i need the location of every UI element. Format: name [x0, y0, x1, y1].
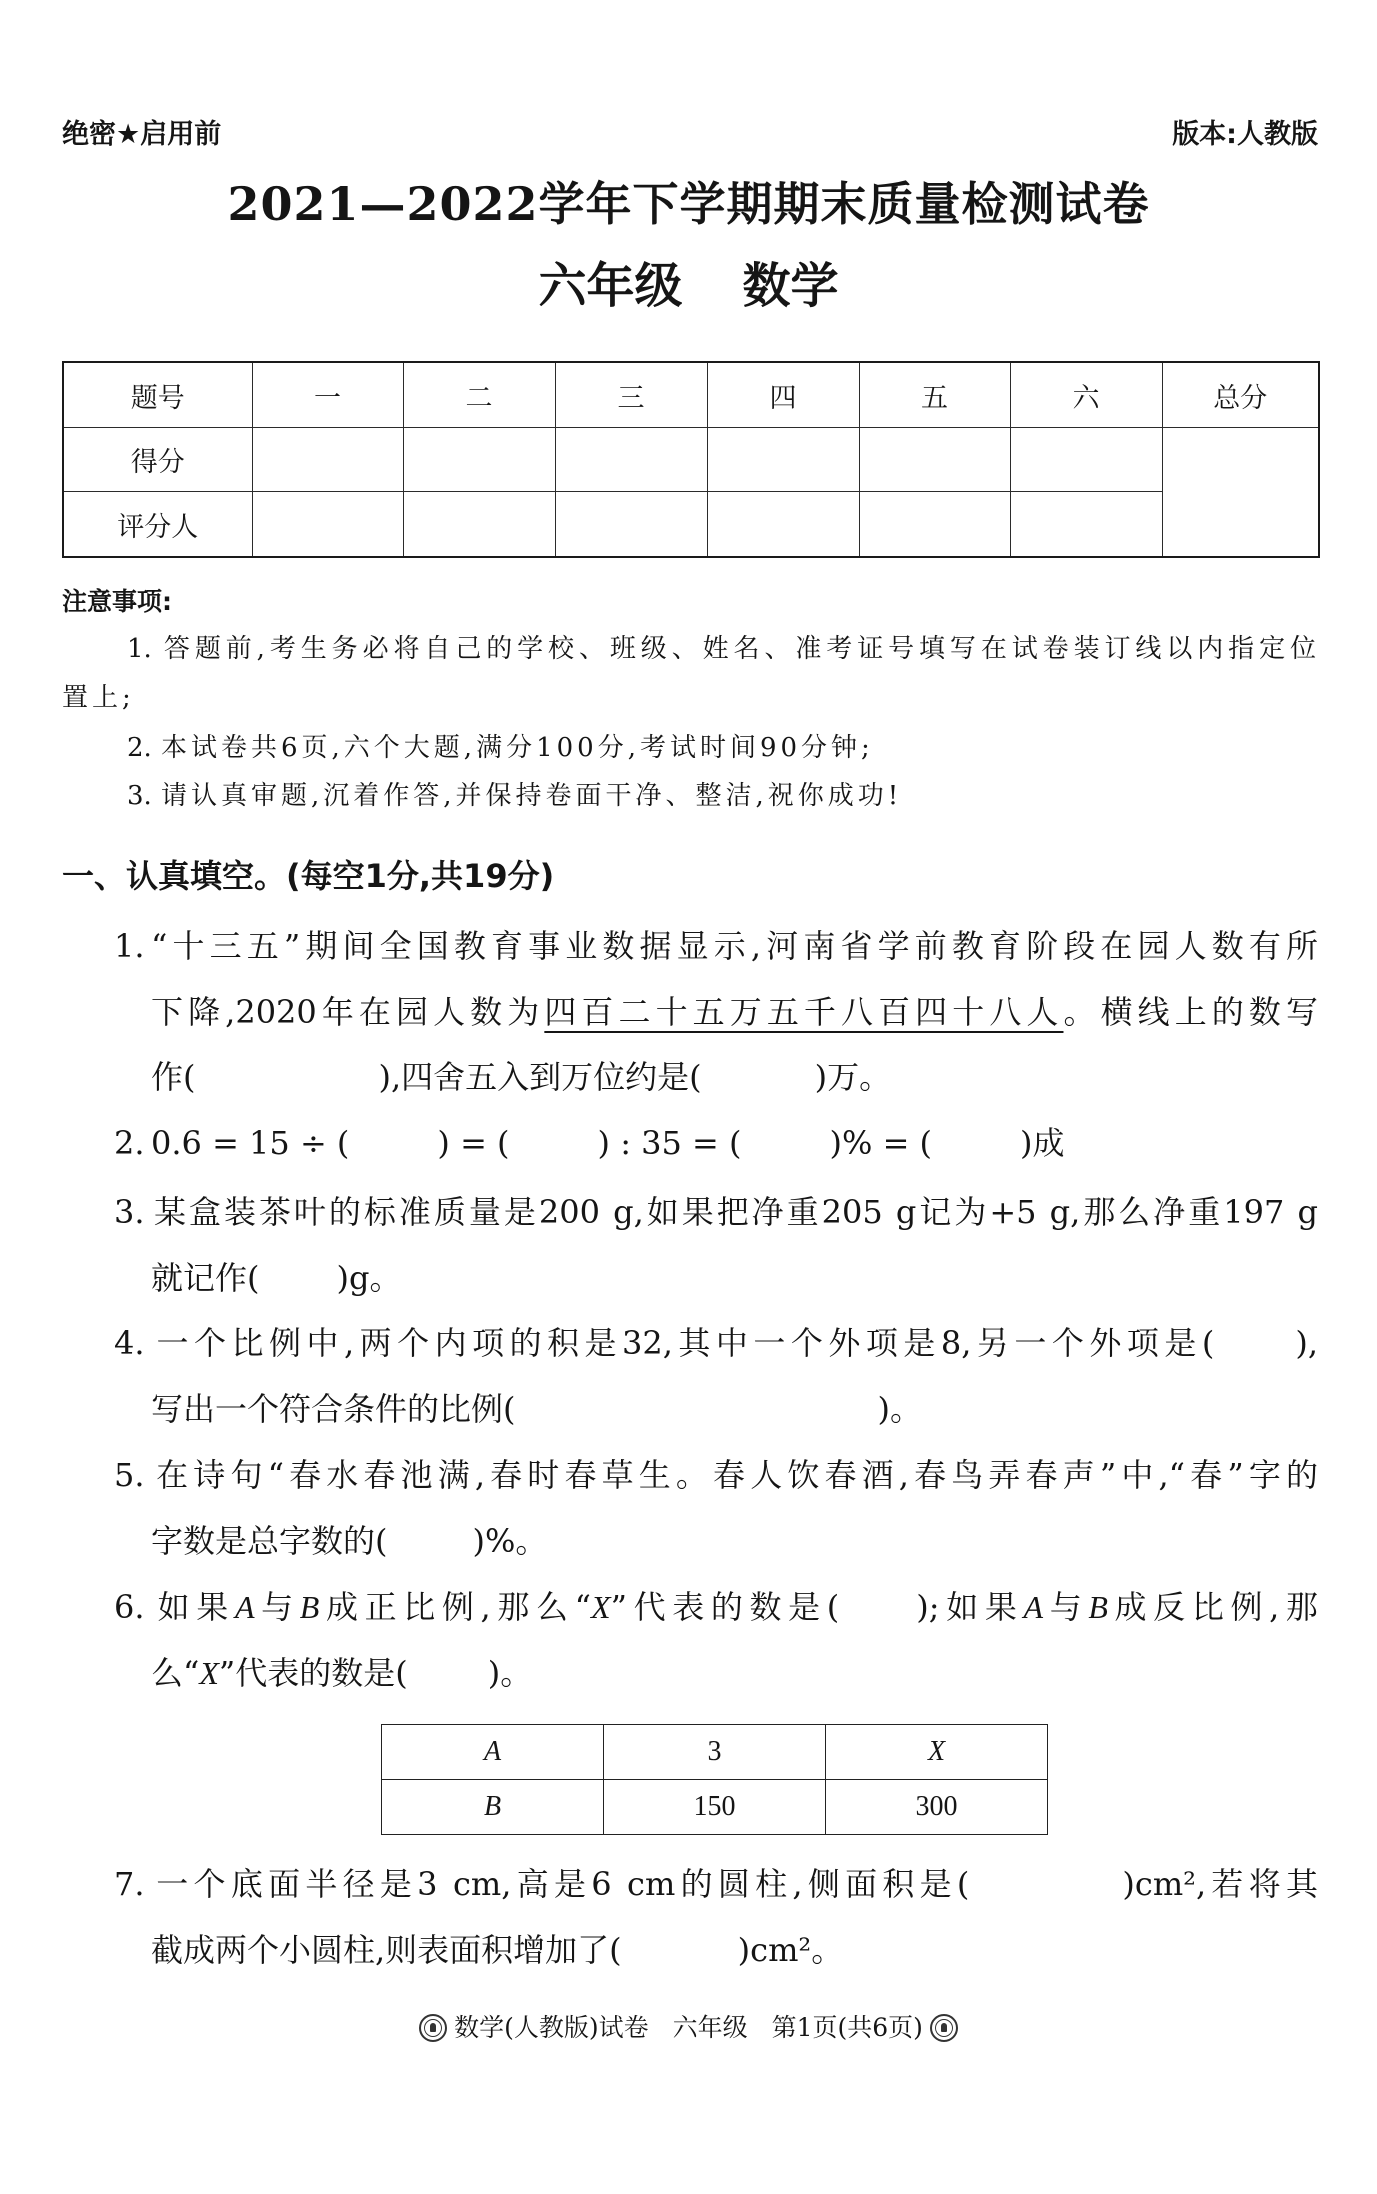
score-entry-cell: [859, 428, 1010, 492]
exam-subtitle: [0, 256, 1377, 316]
answer-blank: [349, 1153, 437, 1154]
score-table-header-cell: 四: [707, 362, 859, 428]
grader-entry-cell: [403, 492, 555, 558]
question-text: 0.6 = 15 ÷ (: [151, 1124, 350, 1162]
question-1-line-3: [151, 1055, 1318, 1099]
note-item-1-continued: [62, 680, 135, 716]
answer-blank: [516, 1419, 878, 1420]
question-text: 如果: [151, 1588, 235, 1626]
score-table-header-cell: 题号: [63, 362, 252, 428]
question-1-line-1: [114, 924, 1318, 968]
score-entry-cell: [555, 428, 707, 492]
answer-blank: [932, 1153, 1020, 1154]
question-text: ”代表的数是(: [218, 1654, 408, 1692]
question-text: 字数是总字数的(: [151, 1522, 388, 1560]
question-text: 就记作(: [151, 1259, 260, 1297]
subject-label: 数学: [742, 258, 839, 314]
answer-blank: [1214, 1353, 1295, 1354]
question-text: 么“: [151, 1654, 200, 1692]
variable-x: X: [199, 1655, 219, 1691]
question-text: 成反比例,那: [1107, 1588, 1318, 1626]
question-text: 截成两个小圆柱,则表面积增加了(: [151, 1931, 622, 1969]
score-table: [62, 361, 1320, 558]
grader-entry-cell: [859, 492, 1010, 558]
question-text: )万。: [814, 1058, 892, 1096]
note-text: 答题前,考生务必将自己的学校、班级、姓名、准考证号填写在试卷装订线以内指定位: [161, 634, 1318, 664]
grader-entry-cell: [252, 492, 403, 558]
proportion-table: [381, 1724, 1048, 1835]
variable-x: X: [591, 1589, 611, 1625]
question-5-line-2: [151, 1519, 1318, 1563]
question-text: 与: [1043, 1588, 1089, 1626]
proportion-table-cell: A: [382, 1725, 604, 1780]
question-text: ) : 35 = (: [597, 1124, 742, 1162]
question-number: 5.: [114, 1456, 145, 1494]
question-text: )。: [487, 1654, 533, 1692]
question-text: )% = (: [829, 1124, 933, 1162]
answer-blank: [622, 1960, 738, 1961]
answer-blank: [408, 1683, 488, 1684]
answer-blank: [196, 1087, 379, 1088]
score-table-header-cell: 一: [252, 362, 403, 428]
proportion-table-row: [382, 1780, 1048, 1835]
score-row-label: 评分人: [63, 492, 252, 558]
score-table-header-cell: 二: [403, 362, 555, 428]
question-text: );如果: [916, 1588, 1024, 1626]
question-number: 6.: [114, 1588, 145, 1626]
grader-entry-cell: [555, 492, 707, 558]
emblem-icon: [930, 2014, 958, 2042]
question-number: 3.: [114, 1193, 145, 1231]
question-text: 一个比例中,两个内项的积是32,其中一个外项是8,另一个外项是(: [151, 1324, 1215, 1362]
question-1-line-2: [151, 990, 1318, 1034]
note-text: 置上;: [62, 683, 135, 713]
score-table-header-cell: 五: [859, 362, 1010, 428]
question-5-line-1: [114, 1453, 1318, 1497]
answer-blank: [969, 1894, 1122, 1895]
question-text: 在诗句“春水春池满,春时春草生。春人饮春酒,春鸟弄春声”中,“春”字的: [151, 1456, 1318, 1494]
question-7-line-1: [114, 1862, 1318, 1906]
notes-title: 注意事项:: [62, 587, 172, 616]
question-6-line-2: [151, 1651, 1318, 1695]
proportion-table-cell: 3: [604, 1725, 826, 1780]
question-text: ”代表的数是(: [610, 1588, 840, 1626]
proportion-table-cell: 300: [826, 1780, 1048, 1835]
underlined-number-words: 四百二十五万五千八百四十八人: [544, 993, 1064, 1031]
grade-label: 六年级: [538, 258, 683, 314]
variable-b: B: [1088, 1589, 1108, 1625]
question-2-line-1: [114, 1121, 1318, 1165]
exam-title: 2021—2022学年下学期期末质量检测试卷: [227, 177, 1150, 231]
note-text: 本试卷共6页,六个大题,满分100分,考试时间90分钟;: [161, 733, 874, 763]
proportion-table-cell: B: [382, 1780, 604, 1835]
total-score-cell: [1162, 428, 1319, 558]
section-heading: 一、认真填空。(每空1分,共19分): [62, 857, 555, 895]
question-4-line-2: [151, 1387, 1318, 1431]
score-entry-cell: [707, 428, 859, 492]
emblem-icon: [419, 2014, 447, 2042]
question-text: 成正比例,那么“: [319, 1588, 592, 1626]
question-text: )成: [1020, 1124, 1065, 1162]
grader-row: [63, 492, 1319, 558]
question-text: ),: [1295, 1324, 1318, 1362]
answer-blank: [839, 1617, 916, 1618]
question-number: 4.: [114, 1324, 145, 1362]
confidentiality-label: 绝密★启用前: [62, 119, 222, 150]
question-text: )cm²,若将其: [1122, 1865, 1318, 1903]
answer-blank: [510, 1153, 598, 1154]
note-number: 2.: [127, 733, 152, 763]
score-entry-cell: [1010, 428, 1162, 492]
score-table-header-row: [63, 362, 1319, 428]
question-text: 。横线上的数写: [1063, 993, 1318, 1031]
footer-page-number: 第1页(共6页): [771, 2013, 923, 2042]
score-row-label: 得分: [63, 428, 252, 492]
question-text: 某盒装茶叶的标准质量是200 g,如果把净重205 g记为+5 g,那么净重197 g: [151, 1193, 1318, 1231]
answer-blank: [742, 1153, 830, 1154]
question-text: ) = (: [437, 1124, 510, 1162]
footer-grade: 六年级: [672, 2013, 748, 2042]
edition-label: 版本:人教版: [1172, 119, 1318, 150]
note-text: 请认真审题,沉着作答,并保持卷面干净、整洁,祝你成功!: [161, 781, 903, 811]
question-4-line-1: [114, 1321, 1318, 1365]
note-item-3: [127, 778, 902, 814]
variable-a: A: [234, 1589, 255, 1625]
score-entry-cell: [252, 428, 403, 492]
note-number: 3.: [127, 781, 152, 811]
proportion-table-row: [382, 1725, 1048, 1780]
variable-a: A: [1023, 1589, 1044, 1625]
question-3-line-1: [114, 1190, 1318, 1234]
question-text: 写出一个符合条件的比例(: [151, 1390, 516, 1428]
question-7-line-2: [151, 1928, 1318, 1972]
answer-blank: [388, 1551, 473, 1552]
footer-paper-name: 数学(人教版)试卷: [454, 2013, 649, 2042]
grader-entry-cell: [1010, 492, 1162, 558]
question-text: 一个底面半径是3 cm,高是6 cm的圆柱,侧面积是(: [151, 1865, 970, 1903]
question-number: 7.: [114, 1865, 145, 1903]
question-text: 作(: [151, 1058, 196, 1096]
score-table-header-cell: 三: [555, 362, 707, 428]
score-table-header-cell: 总分: [1162, 362, 1319, 428]
question-text: )cm²。: [737, 1931, 844, 1969]
note-item-2: [127, 730, 874, 766]
answer-blank: [702, 1087, 815, 1088]
question-text: )%。: [472, 1522, 548, 1560]
question-3-line-2: [151, 1256, 1318, 1300]
page-footer: [0, 2011, 1377, 2045]
note-item-1: [127, 631, 1318, 667]
question-text: )g。: [336, 1259, 402, 1297]
proportion-table-cell: 150: [604, 1780, 826, 1835]
score-row: [63, 428, 1319, 492]
grader-entry-cell: [707, 492, 859, 558]
question-text: )。: [877, 1390, 922, 1428]
question-text: ),四舍五入到万位约是(: [378, 1058, 702, 1096]
answer-blank: [260, 1288, 337, 1289]
variable-b: B: [299, 1589, 320, 1625]
question-6-line-1: [114, 1585, 1318, 1629]
proportion-table-cell: X: [826, 1725, 1048, 1780]
note-number: 1.: [127, 634, 152, 664]
question-number: 2.: [114, 1124, 145, 1162]
question-text: “十三五”期间全国教育事业数据显示,河南省学前教育阶段在园人数有所: [151, 927, 1318, 965]
score-table-header-cell: 六: [1010, 362, 1162, 428]
question-number: 1.: [114, 927, 145, 965]
question-text: 与: [254, 1588, 300, 1626]
score-entry-cell: [403, 428, 555, 492]
question-text: 下降,2020年在园人数为: [151, 993, 545, 1031]
